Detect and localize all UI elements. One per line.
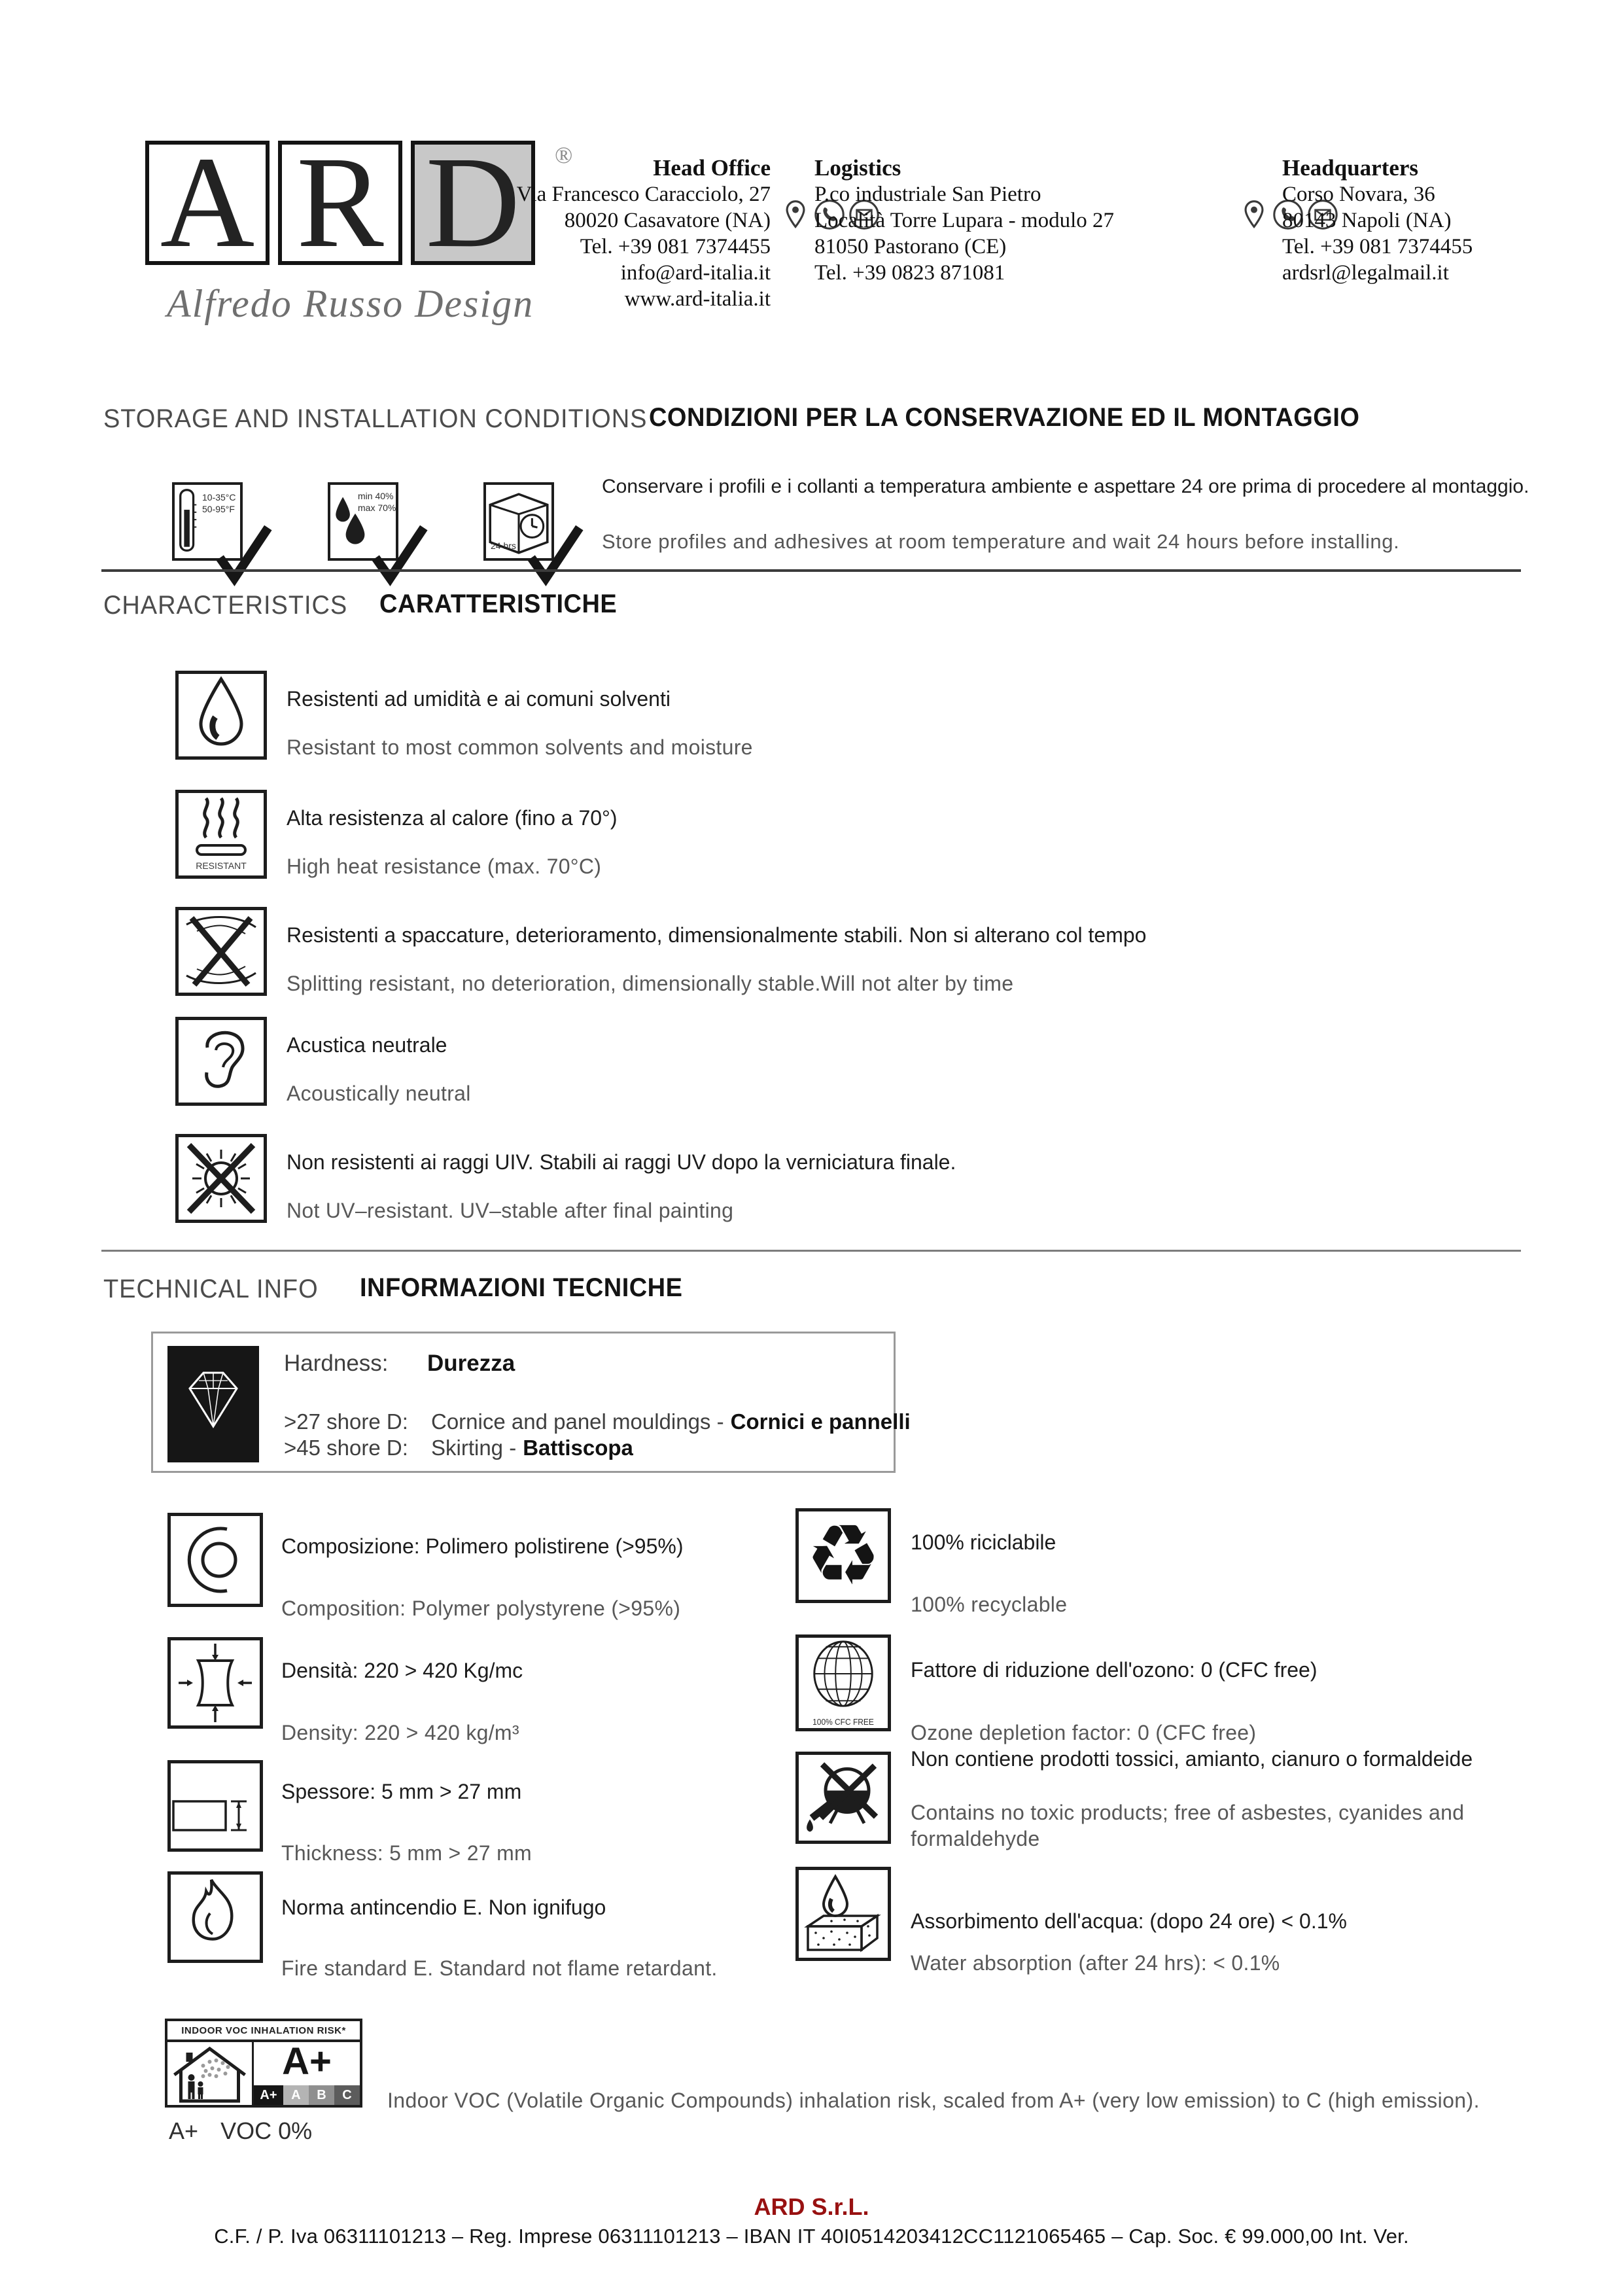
location-pin-icon [1238,199,1270,230]
humidity-min-label: min 40% [358,491,394,501]
tech-right-3-en: Contains no toxic products; free of asbestes, cyanides and formaldehyde [911,1801,1465,1850]
logistics-address-2: Località Torre Lupara - modulo 27 [814,209,1115,232]
logo-tagline: Alfredo Russo Design [167,282,534,325]
characteristics-heading-en: CHARACTERISTICS [103,591,348,620]
recycle-icon [795,1508,891,1603]
section-divider [101,1250,1521,1252]
characteristic-1-en: Resistant to most common solvents and moisture [287,735,753,759]
checkmark-icon [214,521,274,587]
tech-left-3-en: Thickness: 5 mm > 27 mm [281,1841,532,1865]
voc-description: Indoor VOC (Volatile Organic Compounds) inhalation risk, scaled from A+ (very low emission) to C (high emission). [387,2089,1480,2112]
storage-text-en: Store profiles and adhesives at room temperature and wait 24 hours before installing. [602,530,1400,553]
footer-company-name: ARD S.r.L. [754,2193,869,2220]
head-office-block [419,154,771,312]
characteristic-4-it: Acustica neutrale [287,1033,447,1057]
hardness-grade-1: >27 shore D: [284,1409,408,1434]
section-divider [101,569,1521,572]
hardness-grade-2: >45 shore D: [284,1436,408,1460]
logistics-title: Logistics [814,155,901,181]
cfc-free-label: 100% CFC FREE [812,1717,874,1727]
tech-left-1-en: Composition: Polymer polystyrene (>95%) [281,1597,681,1620]
characteristic-3-it: Resistenti a spaccature, deterioramento, dimensionalmente stabili. Non si alterano col tempo [287,923,1147,947]
temperature-celsius-label: 10-35°C [202,492,236,503]
characteristic-2-it: Alta resistenza al calore (fino a 70°) [287,806,618,830]
head-office-address-1: Via Francesco Caracciolo, 27 [516,183,771,206]
ear-acoustic-icon [175,1017,267,1106]
hardness-desc-it-2: Battiscopa [523,1436,633,1460]
hardness-label-it: Durezza [427,1351,515,1376]
voc-scale-a: A [283,2085,309,2105]
hardness-label-en: Hardness: [284,1351,389,1376]
logistics-address-3: 81050 Pastorano (CE) [814,235,1007,258]
technical-heading-it: INFORMAZIONI TECNICHE [360,1273,683,1302]
tech-left-4-it: Norma antincendio E. Non ignifugo [281,1896,606,1919]
voc-scale-b: B [309,2085,334,2105]
logo-letter-a: A [145,141,270,265]
temperature-range-icon [172,482,243,561]
density-icon [167,1637,263,1729]
voc-grade-large: A+ [282,2040,332,2083]
thickness-icon [167,1760,263,1852]
tech-left-3-it: Spessore: 5 mm > 27 mm [281,1780,522,1803]
thermometer-icon [177,487,200,556]
logistics-phone: Tel. +39 0823 871081 [814,261,1005,285]
no-uv-icon [175,1134,267,1223]
hardness-row-1 [284,1409,911,1434]
head-office-email[interactable]: info@ard-italia.it [620,261,771,285]
footer-registration-line: C.F. / P. Iva 06311101213 – Reg. Imprese 06311101213 – IBAN IT 40I0514203412CC1121065465 – Cap. Soc. € 99.000,00 Int. Ver. [214,2225,1409,2248]
voc-rating-box [165,2019,362,2108]
storage-heading-it: CONDIZIONI PER LA CONSERVAZIONE ED IL MONTAGGIO [649,403,1360,432]
tech-right-2-en: Ozone depletion factor: 0 (CFC free) [911,1721,1257,1744]
hardness-desc-it-1: Cornici e pannelli [730,1409,911,1434]
humidity-range-icon [328,482,398,561]
head-office-phone: Tel. +39 081 7374455 [580,235,771,258]
recycle-glyph: ♻ [805,1506,881,1604]
characteristic-2-en: High heat resistance (max. 70°C) [287,855,602,878]
no-splitting-icon [175,907,267,996]
wait-24-hours-icon [483,482,554,561]
headquarters-phone: Tel. +39 081 7374455 [1282,235,1473,258]
tech-right-3-it: Non contiene prodotti tossici, amianto, cianuro o formaldeide [911,1747,1473,1771]
voc-result [169,2117,312,2145]
storage-heading-en: STORAGE AND INSTALLATION CONDITIONS [103,404,648,433]
logo-letter-d: D [411,141,535,265]
headquarters-email[interactable]: ardsrl@legalmail.it [1282,261,1449,285]
logistics-block [814,154,1114,286]
heat-resistant-icon [175,790,267,879]
fire-standard-icon [167,1871,263,1963]
characteristic-5-it: Non resistenti ai raggi UIV. Stabili ai raggi UV dopo la verniciatura finale. [287,1150,956,1174]
tech-right-1-it: 100% riciclabile [911,1530,1056,1554]
logistics-address-1: P.co industriale San Pietro [814,183,1041,206]
storage-text-it: Conservare i profili e i collanti a temperatura ambiente e aspettare 24 ore prima di procedere al montaggio. [602,476,1529,497]
ozone-globe-icon [795,1634,891,1731]
hardness-panel [151,1332,911,1473]
tech-right-4-it: Assorbimento dell'acqua: (dopo 24 ore) < 0.1% [911,1909,1347,1933]
hardness-desc-en-2: Skirting - [431,1436,517,1460]
characteristic-1-it: Resistenti ad umidità e ai comuni solventi [287,687,671,711]
voc-result-grade: A+ [169,2117,199,2144]
tech-right-2-it: Fattore di riduzione dell'ozono: 0 (CFC free) [911,1658,1318,1682]
svg-text:RESISTANT: RESISTANT [196,860,247,871]
location-pin-icon [780,199,811,230]
hardness-desc-en-1: Cornice and panel mouldings - [431,1409,724,1434]
characteristic-3-en: Splitting resistant, no deterioration, dimensionally stable.Will not alter by time [287,972,1014,995]
humidity-max-label: max 70% [358,503,396,513]
characteristic-4-en: Acoustically neutral [287,1082,471,1105]
headquarters-address-1: Corso Novara, 36 [1282,183,1435,206]
logo-letter-r: R [278,141,402,265]
tech-left-1-it: Composizione: Polimero polistirene (>95%) [281,1534,684,1558]
voc-result-value: VOC 0% [220,2117,313,2144]
moisture-drop-icon [175,671,267,760]
no-toxic-icon [795,1752,891,1844]
head-office-address-2: 80020 Casavatore (NA) [564,209,771,232]
24-hrs-label: 24 hrs [491,540,516,551]
checkmark-icon [525,521,585,587]
headquarters-address-2: 80143 Napoli (NA) [1282,209,1452,232]
tech-left-4-en: Fire standard E. Standard not flame retardant. [281,1956,718,1980]
characteristic-5-en: Not UV–resistant. UV–stable after final painting [287,1199,734,1222]
voc-box-title: INDOOR VOC INHALATION RISK* [167,2021,360,2042]
hardness-row-2 [284,1436,633,1460]
headquarters-title: Headquarters [1282,155,1419,181]
voc-scale-c: C [334,2085,360,2105]
voc-house-icon [167,2042,254,2105]
technical-heading-en: TECHNICAL INFO [103,1275,319,1303]
voc-scale-a-plus: A+ [254,2085,283,2105]
temperature-fahrenheit-label: 50-95°F [202,504,235,514]
diamond-hardness-icon [167,1346,259,1462]
head-office-title: Head Office [653,155,771,181]
head-office-website[interactable]: www.ard-italia.it [624,287,771,311]
tech-left-2-en: Density: 220 > 420 kg/m³ [281,1721,519,1744]
characteristics-heading-it: CARATTERISTICHE [379,590,618,618]
registered-trademark-icon: ® [555,142,573,168]
tech-right-1-en: 100% recyclable [911,1593,1068,1616]
headquarters-block [1282,154,1473,286]
tech-right-4-en: Water absorption (after 24 hrs): < 0.1% [911,1951,1280,1975]
tech-left-2-it: Densità: 220 > 420 Kg/mc [281,1659,523,1682]
composition-icon [167,1513,263,1607]
water-absorption-icon [795,1867,891,1961]
voc-scale-strip [254,2085,360,2105]
checkmark-icon [370,521,430,587]
